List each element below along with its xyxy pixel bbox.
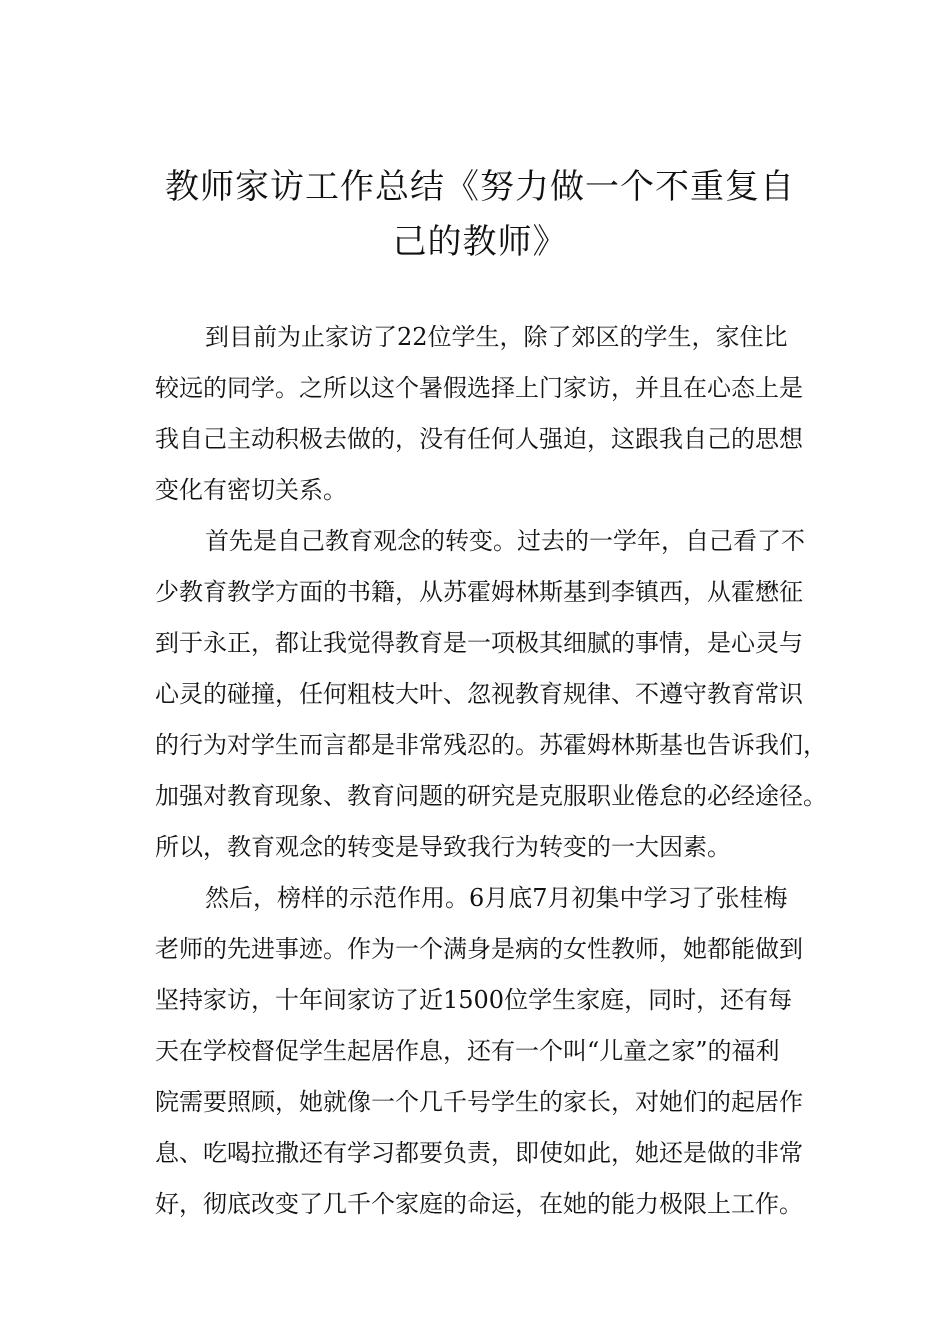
text-line: 老师的先进事迹。作为一个满身是病的女性教师，她都能做到 (155, 935, 803, 963)
text-line: 较远的同学。之所以这个暑假选择上门家访，并且在心态上是 (155, 374, 803, 402)
text-line: 的行为对学生而言都是非常残忍的。苏霍姆林斯基也告诉我们， (155, 731, 827, 759)
title-line: 教师家访工作总结《努力做一个不重复自 (165, 167, 795, 207)
text-line: 变化有密切关系。 (155, 476, 347, 504)
text-line: 到目前为止家访了22位学生，除了郊区的学生，家住比 (205, 323, 788, 351)
text-line: 坚持家访，十年间家访了近1500位学生家庭，同时，还有每 (155, 986, 793, 1014)
text-line: 少教育教学方面的书籍，从苏霍姆林斯基到李镇西，从霍懋征 (155, 578, 803, 606)
text-line: 加强对教育现象、教育问题的研究是克服职业倦怠的必经途径。 (155, 782, 827, 810)
text-line: 心灵的碰撞，任何粗枝大叶、忽视教育规律、不遵守教育常识 (155, 680, 803, 708)
text-line: 首先是自己教育观念的转变。过去的一学年，自己看了不 (205, 527, 805, 555)
text-line: 我自己主动积极去做的，没有任何人强迫，这跟我自己的思想 (155, 425, 803, 453)
text-line: 院需要照顾，她就像一个几千号学生的家长，对她们的起居作 (155, 1088, 803, 1116)
document-body (155, 312, 827, 1230)
document-title (150, 160, 810, 270)
title-line: 己的教师》 (392, 222, 568, 262)
text-line: 然后，榜样的示范作用。6月底7月初集中学习了张桂梅 (205, 884, 788, 912)
paragraph-2 (155, 516, 827, 873)
paragraph-3 (155, 873, 820, 1230)
text-line: 息、吃喝拉撒还有学习都要负责，即使如此，她还是做的非常 (155, 1139, 803, 1167)
paragraph-1 (155, 312, 820, 516)
text-line: 天在学校督促学生起居作息，还有一个叫“儿童之家”的福利 (155, 1037, 780, 1065)
text-line: 好，彻底改变了几千个家庭的命运，在她的能力极限上工作。 (155, 1190, 803, 1218)
text-line: 到于永正，都让我觉得教育是一项极其细腻的事情，是心灵与 (155, 629, 803, 657)
text-line: 所以，教育观念的转变是导致我行为转变的一大因素。 (155, 833, 731, 861)
